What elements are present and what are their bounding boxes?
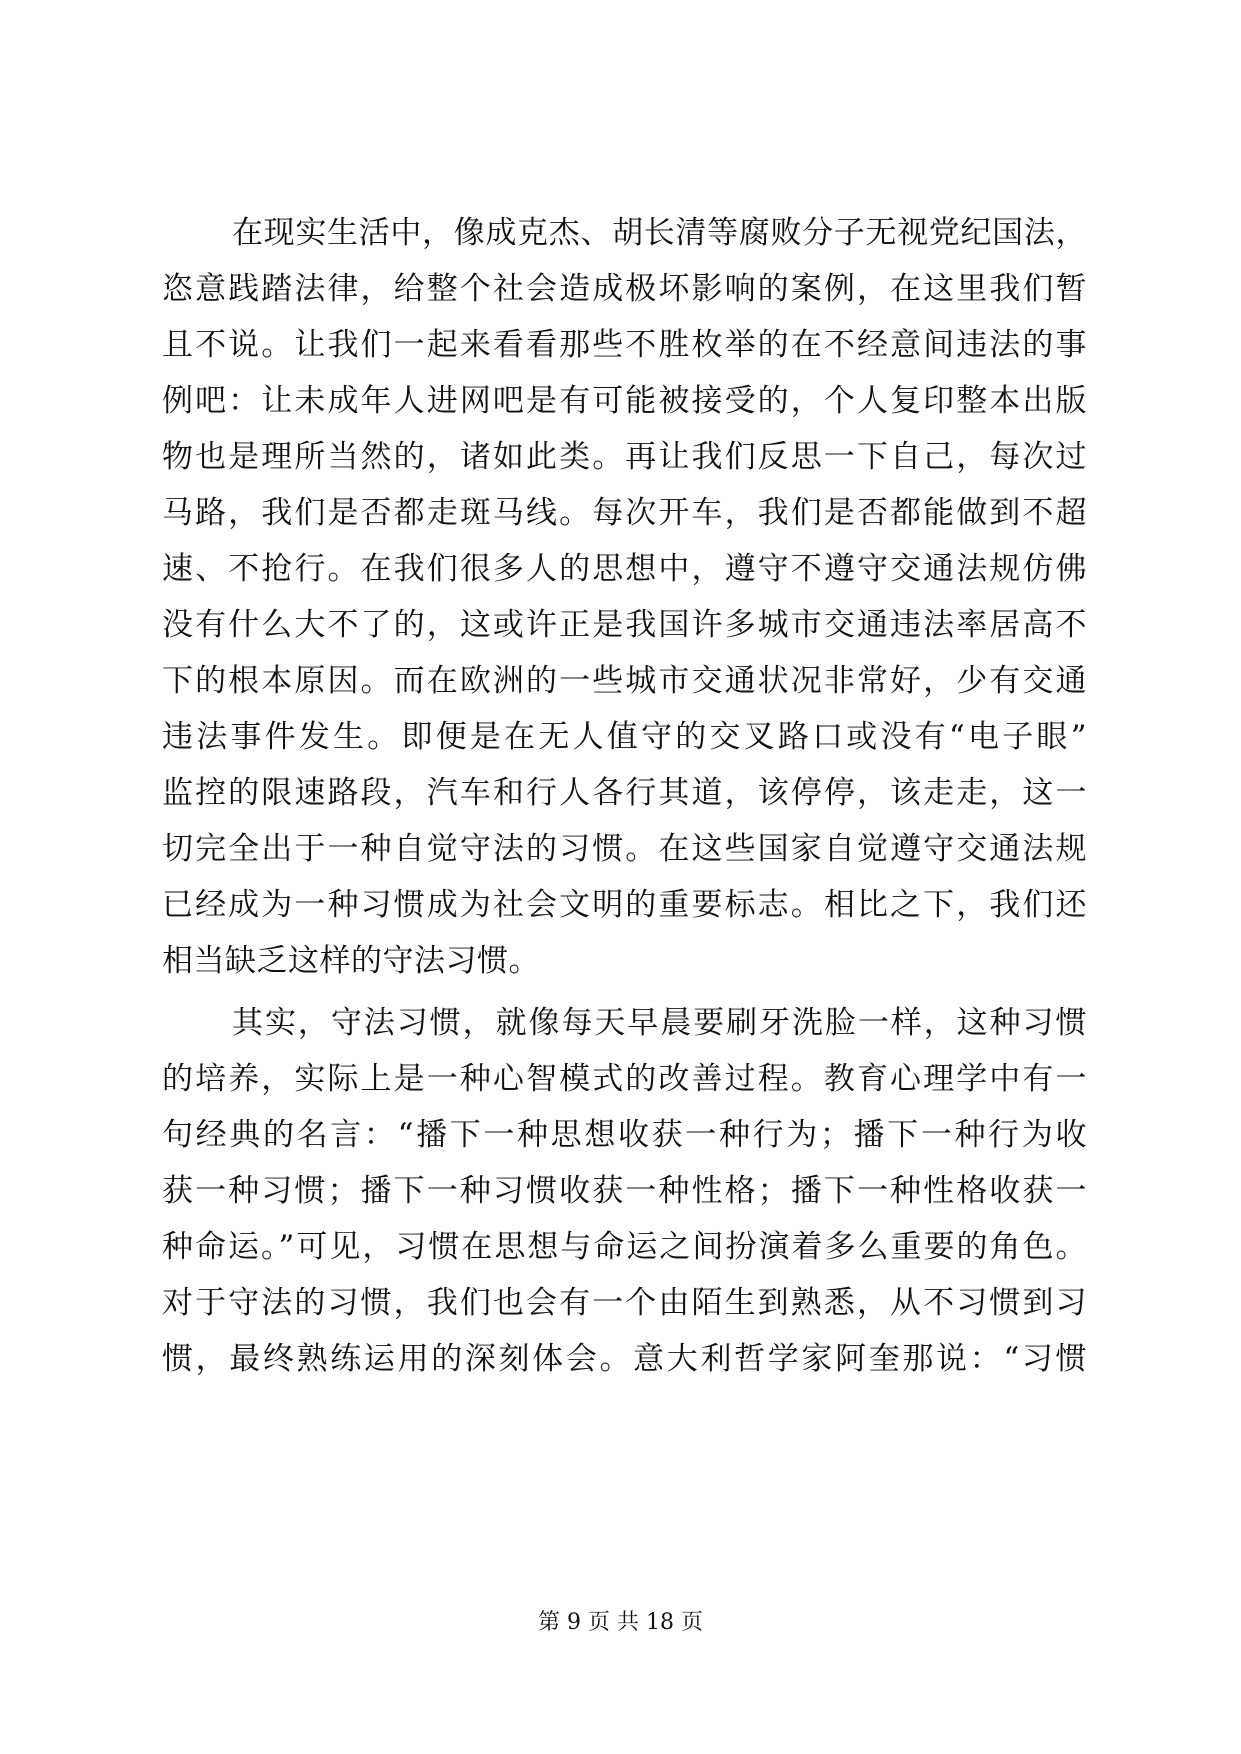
- paragraph-1-line-1: 在现实生活中，像成克杰、胡长清等腐败分子无视党纪国法，: [232, 215, 1087, 251]
- paragraph-1-line-10: 违法事件发生。即便是在无人值守的交叉路口或没有“电子眼”: [162, 719, 1087, 755]
- paragraph-1-line-9: 下的根本原因。而在欧洲的一些城市交通状况非常好，少有交通: [162, 663, 1087, 699]
- paragraph-1-line-14: 相当缺乏这样的守法习惯。: [162, 943, 540, 979]
- page-number-footer: 第 9 页 共 18 页: [538, 1610, 703, 1635]
- paragraph-2-line-7: 惯，最终熟练运用的深刻体会。意大利哲学家阿奎那说：“习惯: [162, 1341, 1087, 1377]
- paragraph-1-line-2: 恣意践踏法律，给整个社会造成极坏影响的案例，在这里我们暂: [162, 271, 1087, 307]
- paragraph-2-line-3: 句经典的名言：“播下一种思想收获一种行为；播下一种行为收: [162, 1117, 1087, 1153]
- paragraph-1-line-4: 例吧：让未成年人进网吧是有可能被接受的，个人复印整本出版: [162, 383, 1087, 419]
- paragraph-2-line-6: 对于守法的习惯，我们也会有一个由陌生到熟悉，从不习惯到习: [162, 1285, 1087, 1321]
- paragraph-2-line-4: 获一种习惯；播下一种习惯收获一种性格；播下一种性格收获一: [162, 1173, 1087, 1209]
- paragraph-1-line-8: 没有什么大不了的，这或许正是我国许多城市交通违法率居高不: [162, 607, 1087, 643]
- paragraph-1-line-5: 物也是理所当然的，诸如此类。再让我们反思一下自己，每次过: [162, 439, 1087, 475]
- paragraph-2-line-1: 其实，守法习惯，就像每天早晨要刷牙洗脸一样，这种习惯: [232, 1005, 1087, 1041]
- paragraph-2-line-5: 种命运。”可见，习惯在思想与命运之间扮演着多么重要的角色。: [162, 1229, 1087, 1265]
- paragraph-1-line-7: 速、不抢行。在我们很多人的思想中，遵守不遵守交通法规仿佛: [162, 551, 1087, 587]
- paragraph-1-line-12: 切完全出于一种自觉守法的习惯。在这些国家自觉遵守交通法规: [162, 831, 1087, 867]
- paragraph-1-line-3: 且不说。让我们一起来看看那些不胜枚举的在不经意间违法的事: [162, 327, 1087, 363]
- paragraph-1-line-6: 马路，我们是否都走斑马线。每次开车，我们是否都能做到不超: [162, 495, 1087, 531]
- paragraph-2-line-2: 的培养，实际上是一种心智模式的改善过程。教育心理学中有一: [162, 1061, 1087, 1097]
- paragraph-1-line-11: 监控的限速路段，汽车和行人各行其道，该停停，该走走，这一: [162, 775, 1087, 811]
- paragraph-1-line-13: 已经成为一种习惯成为社会文明的重要标志。相比之下，我们还: [162, 887, 1087, 923]
